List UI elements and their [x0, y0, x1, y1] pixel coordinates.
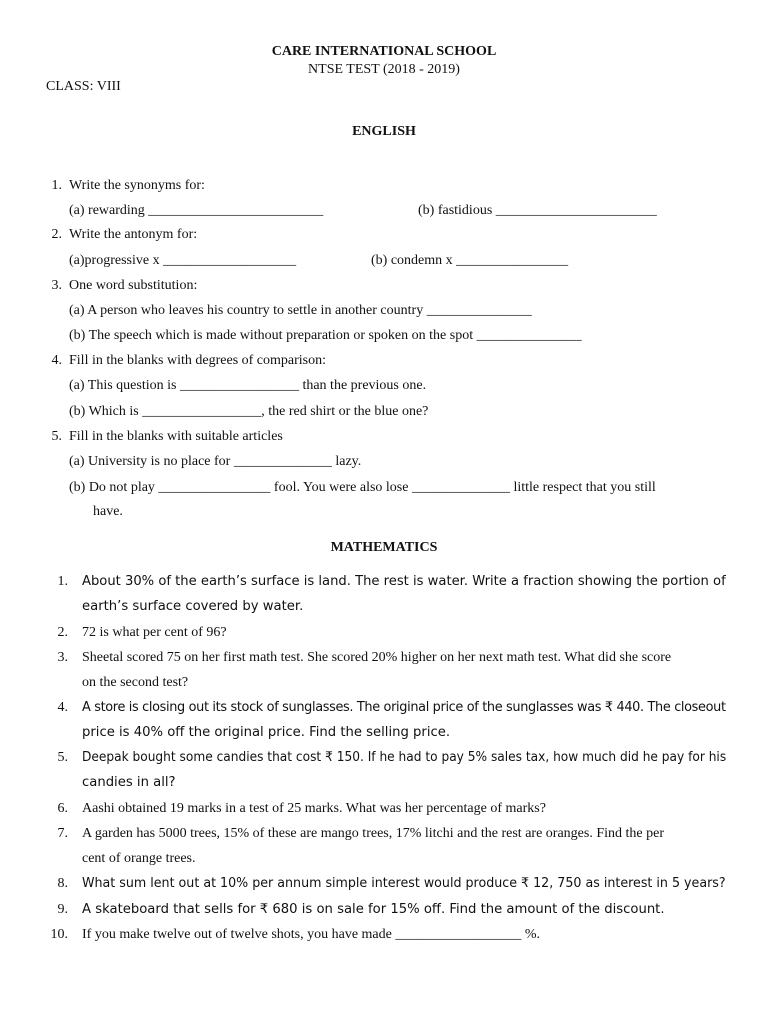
english-q1-number: 1. — [51, 178, 62, 193]
test-title: NTSE TEST (2018 - 2019) — [308, 62, 460, 77]
math-q8-line-1: What sum lent out at 10% per annum simple interest would produce ₹ 12, 750 as interest in 5 years? — [82, 876, 726, 891]
math-q4-number: 4. — [57, 700, 68, 715]
english-q4-part-a: (a) This question is _________________ than the previous one. — [69, 378, 427, 393]
english-q1-part-b: (b) fastidious _______________________ — [418, 203, 657, 218]
math-q3-number: 3. — [57, 650, 68, 665]
math-q5-line-2: candies in all? — [82, 775, 176, 790]
math-q2-line-1: 72 is what per cent of 96? — [82, 625, 227, 640]
english-q5-part-b: (b) Do not play ________________ fool. You were also lose ______________ little respect that you still — [69, 480, 656, 495]
english-q3-text: One word substitution: — [69, 278, 198, 293]
math-q7-line-2: cent of orange trees. — [82, 851, 196, 866]
math-q4-line-2: price is 40% off the original price. Find the selling price. — [82, 725, 451, 740]
english-heading: ENGLISH — [352, 124, 416, 139]
english-q4-text: Fill in the blanks with degrees of comparison: — [69, 353, 327, 368]
english-q2-text: Write the antonym for: — [69, 227, 198, 242]
mathematics-heading: MATHEMATICS — [330, 540, 438, 555]
math-q1-line-2: earth’s surface covered by water. — [82, 599, 304, 614]
class-label: CLASS: VIII — [46, 79, 121, 94]
english-q3-part-b: (b) The speech which is made without preparation or spoken on the spot _______________ — [69, 328, 582, 343]
math-q10-number: 10. — [50, 927, 68, 942]
math-q5-number: 5. — [57, 750, 68, 765]
english-q2-part-a: (a)progressive x ___________________ — [69, 253, 297, 268]
english-q1-part-a: (a) rewarding _________________________ — [69, 203, 324, 218]
english-q2-number: 2. — [51, 227, 62, 242]
english-q5-part-a: (a) University is no place for ______________ lazy. — [69, 454, 362, 469]
math-q10-line-1: If you make twelve out of twelve shots, you have made __________________ %. — [82, 927, 541, 942]
english-q4-number: 4. — [51, 353, 62, 368]
english-q5-number: 5. — [51, 429, 62, 444]
english-q5-text: Fill in the blanks with suitable articles — [69, 429, 283, 444]
school-name: CARE INTERNATIONAL SCHOOL — [271, 44, 497, 59]
english-q5-part-b-continued: have. — [93, 504, 123, 519]
math-q1-line-1: About 30% of the earth’s surface is land. The rest is water. Write a fraction showing the portion of — [82, 574, 726, 589]
math-q7-line-1: A garden has 5000 trees, 15% of these are mango trees, 17% litchi and the rest are oranges. Find the per — [82, 826, 664, 841]
math-q9-line-1: A skateboard that sells for ₹ 680 is on sale for 15% off. Find the amount of the discount. — [82, 902, 665, 917]
math-q5-line-1: Deepak bought some candies that cost ₹ 150. If he had to pay 5% sales tax, how much did he pay for his — [82, 750, 727, 765]
english-q1-text: Write the synonyms for: — [69, 178, 205, 193]
english-q3-part-a: (a) A person who leaves his country to settle in another country _______________ — [69, 303, 532, 318]
english-q2-part-b: (b) condemn x ________________ — [371, 253, 569, 268]
math-q8-number: 8. — [57, 876, 68, 891]
math-q7-number: 7. — [57, 826, 68, 841]
math-q6-number: 6. — [57, 801, 68, 816]
english-q4-part-b: (b) Which is _________________, the red shirt or the blue one? — [69, 404, 429, 419]
math-q1-number: 1. — [57, 574, 68, 589]
math-q3-line-2: on the second test? — [82, 675, 189, 690]
english-q3-number: 3. — [51, 278, 62, 293]
math-q6-line-1: Aashi obtained 19 marks in a test of 25 marks. What was her percentage of marks? — [82, 801, 546, 816]
math-q9-number: 9. — [57, 902, 68, 917]
math-q4-line-1: A store is closing out its stock of sunglasses. The original price of the sunglasses was ₹ 440. The closeout — [82, 700, 726, 715]
math-q3-line-1: Sheetal scored 75 on her first math test. She scored 20% higher on her next math test. What did she score — [82, 650, 672, 665]
math-q2-number: 2. — [57, 625, 68, 640]
